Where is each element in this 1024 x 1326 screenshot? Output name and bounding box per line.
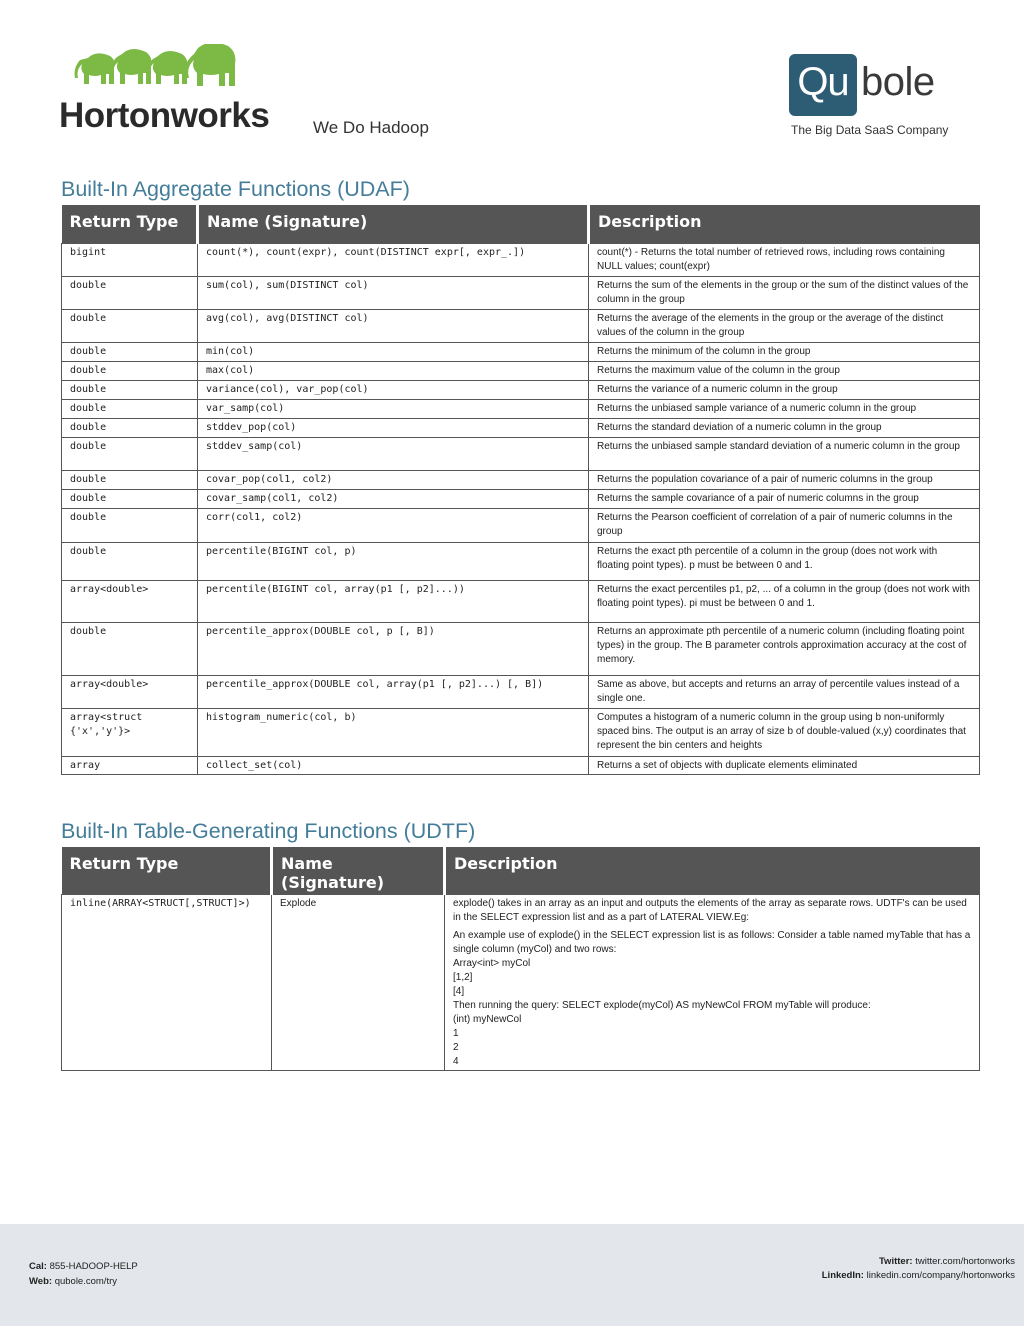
- description-line: Then running the query: SELECT explode(myCol) AS myNewCol FROM myTable will produce:: [453, 999, 871, 1011]
- footer-call-value: 855-HADOOP-HELP: [49, 1261, 138, 1272]
- return-type-cell: double: [62, 342, 198, 361]
- footer-linkedin: [822, 1270, 1015, 1281]
- description-cell: Returns the sum of the elements in the group or the sum of the distinct values of the column in the group: [589, 276, 980, 309]
- signature-cell: percentile_approx(DOUBLE col, p [, B]): [198, 622, 589, 675]
- qubole-logo-qu: Qu: [797, 60, 849, 104]
- description-line: [1,2]: [453, 971, 473, 983]
- table-row: [62, 380, 980, 399]
- qubole-logo-bole: bole: [861, 60, 935, 104]
- header-name-signature: Name (Signature): [198, 205, 589, 243]
- hortonworks-tagline: We Do Hadoop: [313, 118, 429, 137]
- signature-cell: corr(col1, col2): [198, 508, 589, 542]
- table-row: [62, 580, 980, 622]
- table-row: [62, 508, 980, 542]
- return-type-cell: array<double>: [62, 675, 198, 708]
- footer-twitter-label: Twitter:: [878, 1256, 913, 1267]
- footer-linkedin-link[interactable]: linkedin.com/company/hortonworks: [866, 1270, 1015, 1281]
- description-line: 1: [453, 1027, 459, 1039]
- description-line: (int) myNewCol: [453, 1013, 522, 1025]
- return-type-cell: double: [62, 508, 198, 542]
- signature-cell: var_samp(col): [198, 399, 589, 418]
- return-type-cell: double: [62, 489, 198, 508]
- signature-cell: covar_pop(col1, col2): [198, 470, 589, 489]
- return-type-cell: double: [62, 470, 198, 489]
- return-type-cell: double: [62, 361, 198, 380]
- qubole-tagline: The Big Data SaaS Company: [791, 123, 949, 137]
- description-cell: Returns the exact percentiles p1, p2, ... of a column in the group (does not work with floating point types). pi must be between 0 and 1.: [589, 580, 980, 622]
- table-row: [62, 622, 980, 675]
- header-name-signature: Name (Signature): [272, 847, 445, 894]
- table-row: [62, 342, 980, 361]
- header-description: Description: [445, 847, 980, 894]
- return-type-cell: array<double>: [62, 580, 198, 622]
- footer-twitter-link[interactable]: twitter.com/hortonworks: [915, 1256, 1015, 1267]
- footer-twitter: [879, 1256, 1015, 1267]
- header-return-type: Return Type: [62, 205, 198, 243]
- footer-web-label: Web:: [29, 1276, 53, 1287]
- table-row: [62, 708, 980, 756]
- table-row: [62, 399, 980, 418]
- return-type-cell: double: [62, 276, 198, 309]
- description-cell: Computes a histogram of a numeric column in the group using b non-uniformly spaced bins. The output is an array of size b of double-valued (x,y) coordinates that represent the bin centers and heights: [589, 708, 980, 756]
- description-line: An example use of explode() in the SELECT expression list is as follows: Consider a table named myTable that has a single column (myCol) and two rows:: [453, 929, 971, 955]
- return-type-cell: double: [62, 418, 198, 437]
- table-row: [62, 489, 980, 508]
- description-cell: count(*) - Returns the total number of retrieved rows, including rows containing NULL values; count(expr): [589, 243, 980, 276]
- hortonworks-wordmark: Hortonworks: [59, 96, 270, 135]
- return-type-cell: array: [62, 756, 198, 774]
- table-row: [62, 243, 980, 276]
- footer-web: [29, 1276, 117, 1287]
- signature-cell: variance(col), var_pop(col): [198, 380, 589, 399]
- table-row: [62, 361, 980, 380]
- signature-cell: count(*), count(expr), count(DISTINCT expr[, expr_.]): [198, 243, 589, 276]
- return-type-cell: double: [62, 542, 198, 580]
- return-type-cell: double: [62, 399, 198, 418]
- udtf-table: [61, 847, 980, 1071]
- description-cell: Returns the variance of a numeric column in the group: [589, 380, 980, 399]
- header-description: Description: [589, 205, 980, 243]
- return-type-cell: double: [62, 309, 198, 342]
- footer-web-link[interactable]: qubole.com/try: [54, 1276, 117, 1287]
- header-return-type: Return Type: [62, 847, 272, 894]
- description-paragraph: explode() takes in an array as an input and outputs the elements of the array as separate rows. UDTF's can be used in the SELECT expression list and as a part of LATERAL VIEW.Eg:: [453, 897, 967, 923]
- signature-cell: percentile(BIGINT col, array(p1 [, p2]...)): [198, 580, 589, 622]
- description-cell: Returns the standard deviation of a numeric column in the group: [589, 418, 980, 437]
- description-cell: [445, 894, 980, 1070]
- footer-linkedin-label: LinkedIn:: [821, 1270, 864, 1281]
- table-row: [62, 542, 980, 580]
- description-cell: Returns the maximum value of the column in the group: [589, 361, 980, 380]
- signature-cell: stddev_pop(col): [198, 418, 589, 437]
- table-row: [62, 437, 980, 470]
- signature-cell: Explode: [272, 894, 445, 1070]
- description-cell: Returns the minimum of the column in the group: [589, 342, 980, 361]
- table-row: [62, 675, 980, 708]
- signature-cell: percentile_approx(DOUBLE col, array(p1 [, p2]...) [, B]): [198, 675, 589, 708]
- signature-cell: percentile(BIGINT col, p): [198, 542, 589, 580]
- return-type-cell: array<struct {'x','y'}>: [62, 708, 198, 756]
- description-cell: Returns the Pearson coefficient of correlation of a pair of numeric columns in the group: [589, 508, 980, 542]
- footer-call: [29, 1261, 138, 1272]
- signature-cell: covar_samp(col1, col2): [198, 489, 589, 508]
- table-row: [62, 894, 980, 1070]
- description-cell: Returns a set of objects with duplicate elements eliminated: [589, 756, 980, 774]
- return-type-cell: double: [62, 380, 198, 399]
- description-line: 4: [453, 1055, 459, 1067]
- signature-cell: min(col): [198, 342, 589, 361]
- footer-call-label: Cal:: [29, 1261, 47, 1272]
- table-row: [62, 309, 980, 342]
- description-line: 2: [453, 1041, 459, 1053]
- udtf-title: Built-In Table-Generating Functions (UDTF): [61, 819, 476, 843]
- udaf-table: [61, 205, 980, 775]
- signature-cell: avg(col), avg(DISTINCT col): [198, 309, 589, 342]
- signature-cell: histogram_numeric(col, b): [198, 708, 589, 756]
- description-line: Array<int> myCol: [453, 957, 531, 969]
- description-cell: Same as above, but accepts and returns an array of percentile values instead of a single one.: [589, 675, 980, 708]
- return-type-cell: double: [62, 622, 198, 675]
- description-cell: Returns the population covariance of a pair of numeric columns in the group: [589, 470, 980, 489]
- udaf-title: Built-In Aggregate Functions (UDAF): [61, 177, 410, 201]
- signature-cell: sum(col), sum(DISTINCT col): [198, 276, 589, 309]
- description-cell: Returns the exact pth percentile of a column in the group (does not work with floating point types). p must be between 0 and 1.: [589, 542, 980, 580]
- table-row: [62, 418, 980, 437]
- description-cell: Returns the sample covariance of a pair of numeric columns in the group: [589, 489, 980, 508]
- description-cell: Returns the unbiased sample standard deviation of a numeric column in the group: [589, 437, 980, 470]
- description-example-lines: [453, 929, 971, 1069]
- return-type-cell: inline(ARRAY<STRUCT[,STRUCT]>): [62, 894, 272, 1070]
- description-cell: Returns the average of the elements in the group or the average of the distinct values of the column in the group: [589, 309, 980, 342]
- signature-cell: max(col): [198, 361, 589, 380]
- return-type-cell: bigint: [62, 243, 198, 276]
- signature-cell: collect_set(col): [198, 756, 589, 774]
- description-cell: Returns the unbiased sample variance of a numeric column in the group: [589, 399, 980, 418]
- signature-cell: stddev_samp(col): [198, 437, 589, 470]
- description-cell: Returns an approximate pth percentile of a numeric column (including floating point types) in the group. The B parameter controls approximation accuracy at the cost of memory.: [589, 622, 980, 675]
- table-row: [62, 470, 980, 489]
- return-type-cell: double: [62, 437, 198, 470]
- table-row: [62, 276, 980, 309]
- description-line: [4]: [453, 985, 465, 997]
- table-row: [62, 756, 980, 774]
